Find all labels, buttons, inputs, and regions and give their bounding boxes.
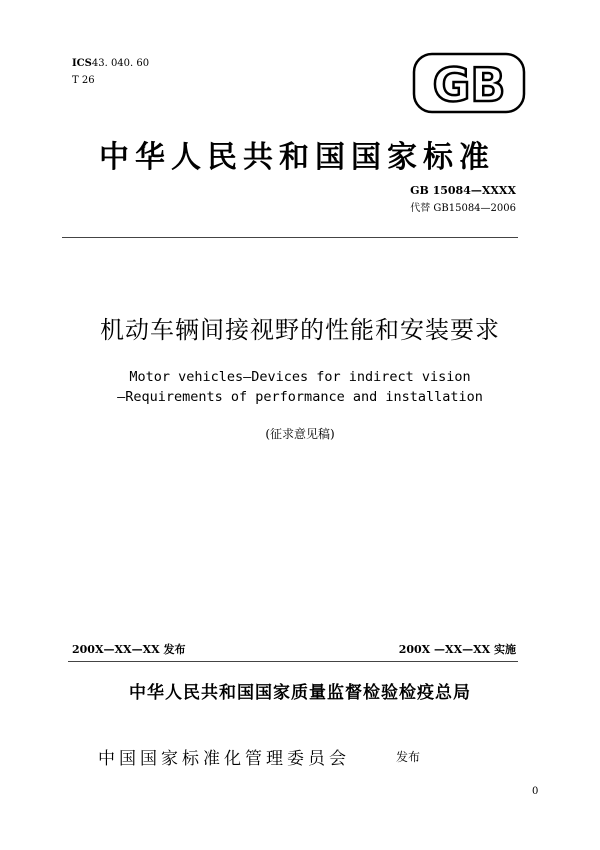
standard-number: GB 15084—XXXX: [410, 184, 516, 197]
national-standard-title: 中华人民共和国国家标准: [99, 140, 495, 175]
issue-date: 200X—XX—XX 发布: [72, 643, 186, 656]
replaces-standard: 代替 GB15084—2006: [410, 203, 516, 214]
issuing-authority-1: 中华人民共和国国家质量监督检验检疫总局: [129, 683, 471, 703]
document-title-en: [40, 367, 560, 407]
gb-logo: [410, 50, 528, 116]
ics-code: [72, 57, 149, 71]
title-en-line-2: —Requirements of performance and installation: [117, 389, 483, 405]
ics-number: 43. 040. 60: [91, 58, 150, 69]
title-en-line-1: Motor vehicles—Devices for indirect vision: [129, 369, 471, 385]
issuing-authority-2: 中国国家标准化管理委员会: [98, 749, 350, 769]
page-number: 0: [532, 786, 539, 797]
implementation-date: 200X —XX—XX 实施: [398, 643, 516, 656]
publish-label: 发布: [396, 750, 421, 764]
header-divider: [62, 237, 518, 238]
document-title-zh: 机动车辆间接视野的性能和安装要求: [100, 316, 500, 344]
classification-code: T 26: [72, 75, 95, 86]
gb-logo-text: GB: [432, 58, 506, 112]
ics-label: ICS: [72, 58, 92, 69]
footer-divider: [68, 661, 518, 662]
draft-note: (征求意见稿): [265, 427, 335, 441]
